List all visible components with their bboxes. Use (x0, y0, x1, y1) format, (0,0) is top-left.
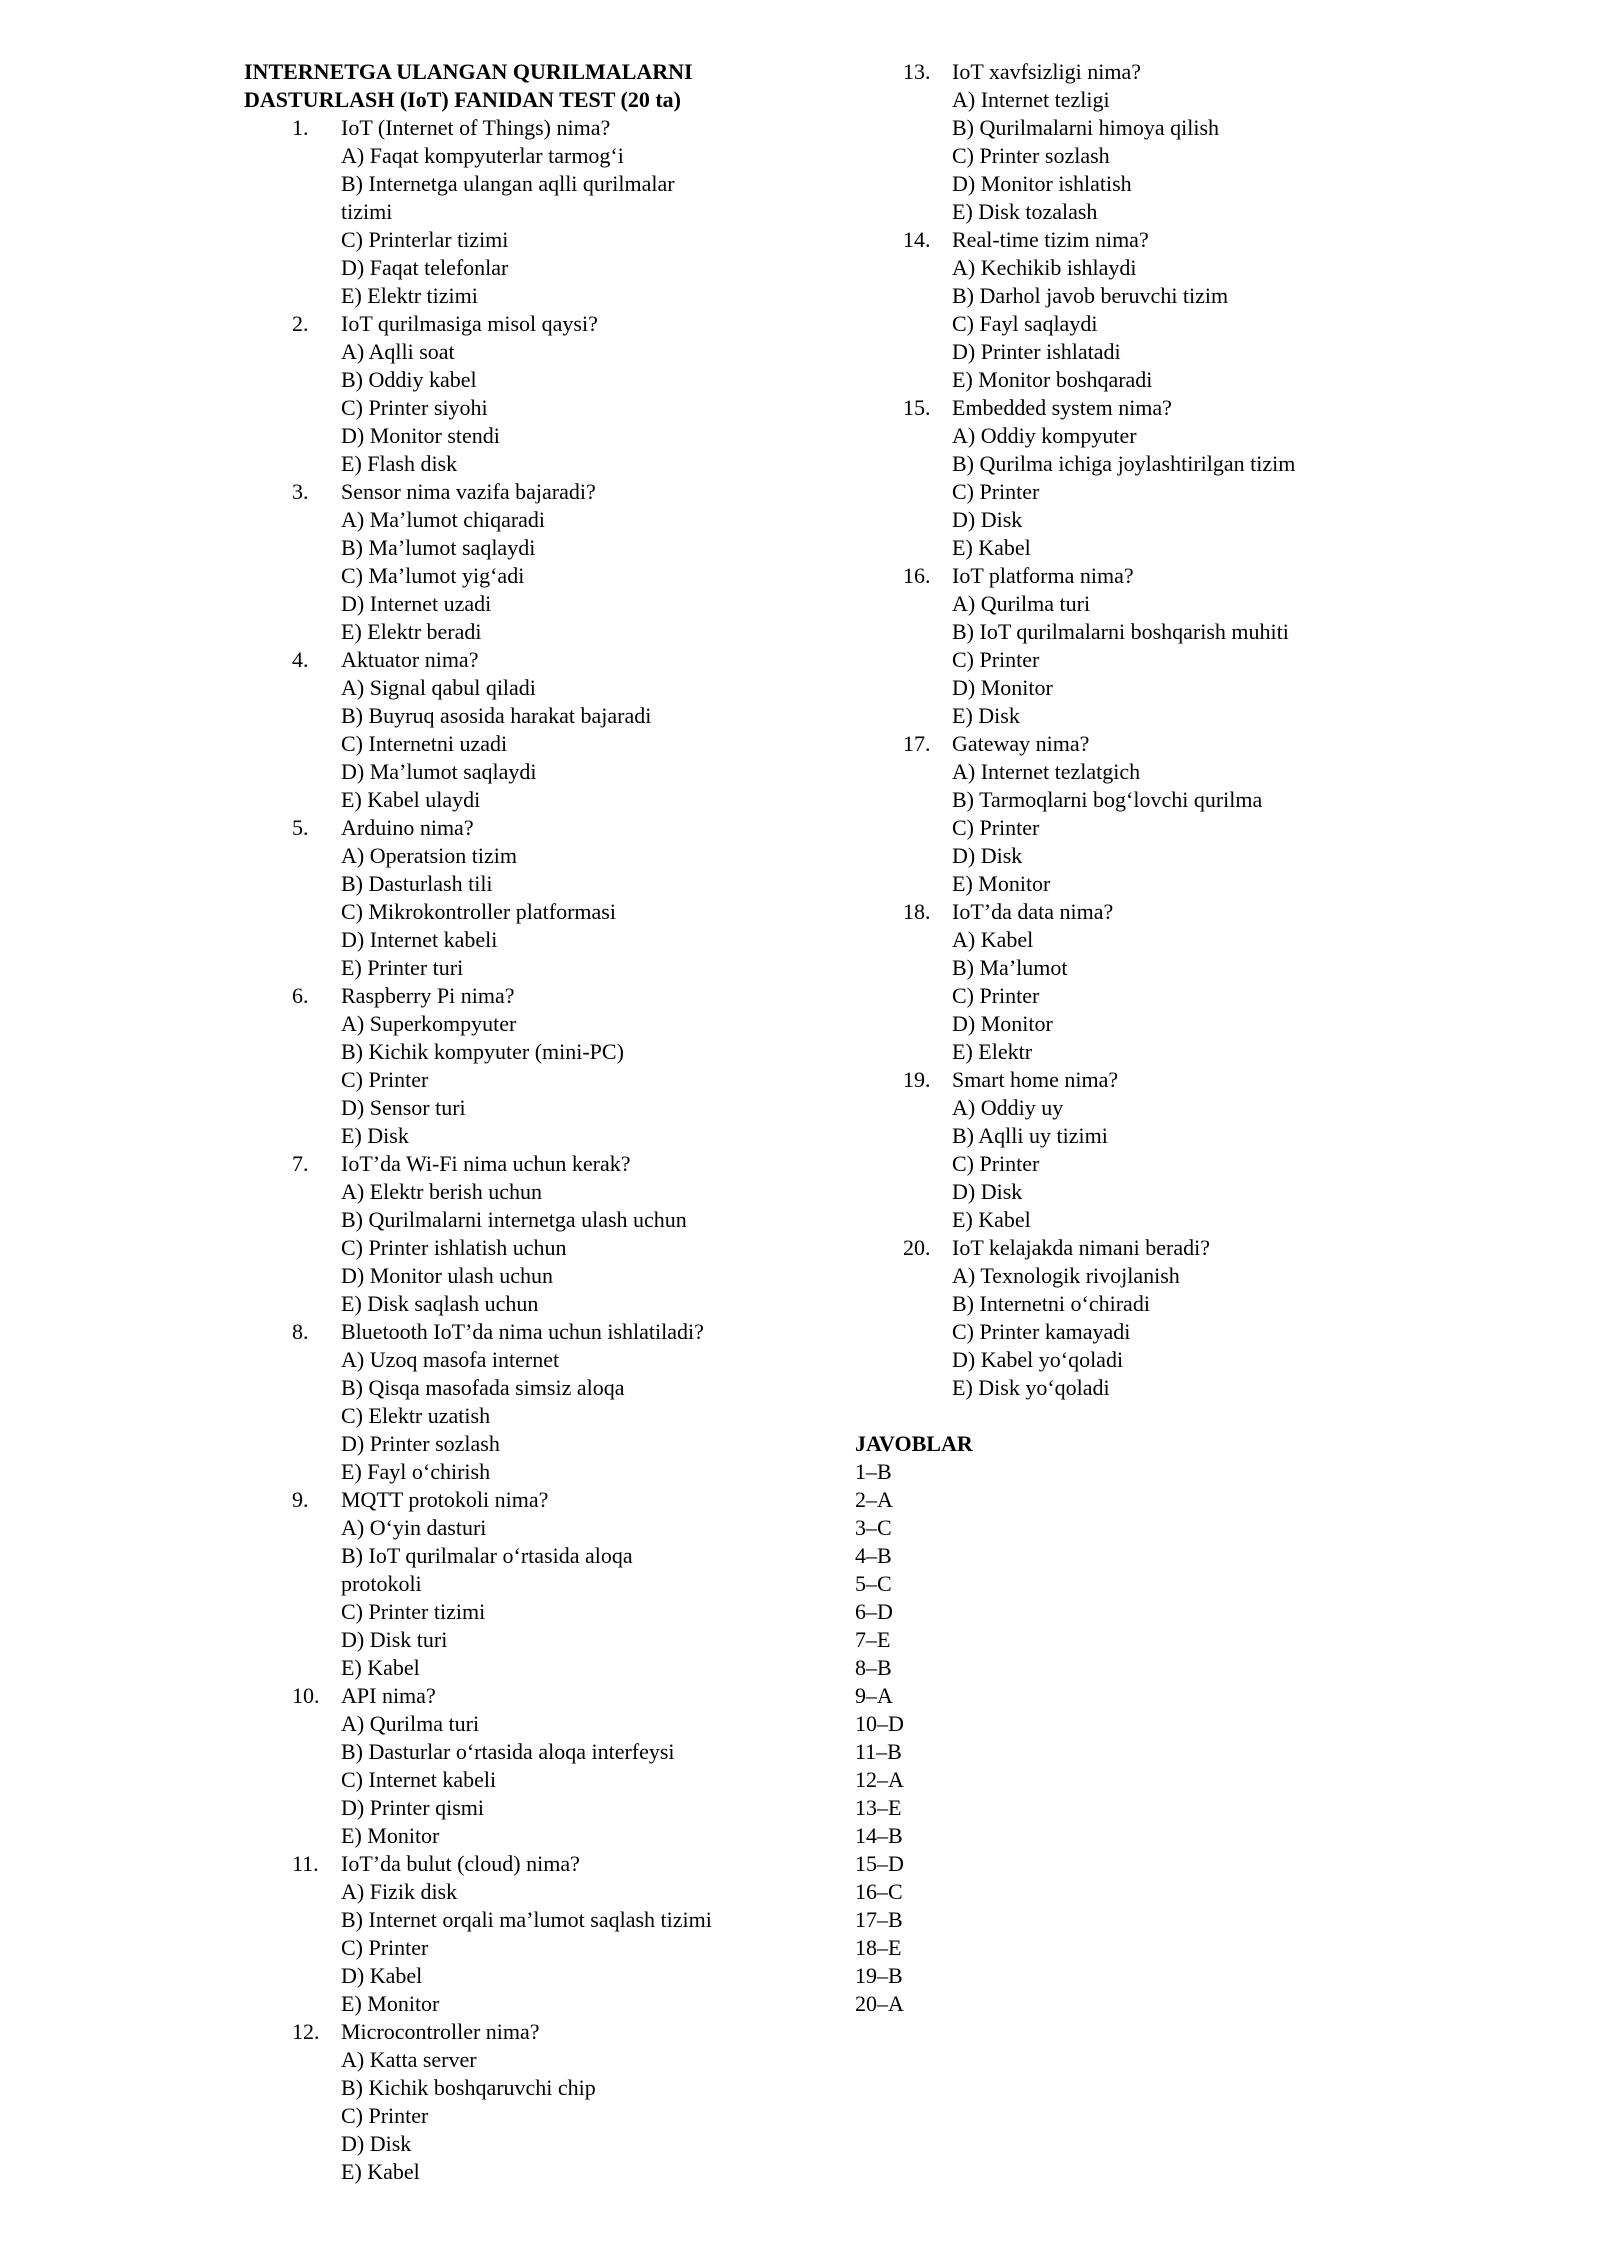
answer-option: B) Aqlli uy tizimi (952, 1123, 1108, 1148)
question-number: 17. (903, 731, 931, 756)
answer-option: E) Elektr beradi (341, 619, 482, 644)
answer-option: C) Printer (952, 983, 1040, 1008)
title-line-2: DASTURLASH (IoT) FANIDAN TEST (20 ta) (244, 87, 682, 112)
question-item (244, 1150, 764, 1318)
answer-option: D) Kabel yo‘qoladi (952, 1347, 1124, 1372)
question-text: IoT kelajakda nimani beradi? (952, 1235, 1210, 1260)
answer-option: B) Kichik boshqaruvchi chip (341, 2075, 596, 2100)
answer-option: B) Oddiy kabel (341, 367, 477, 392)
question-item (244, 1318, 764, 1486)
question-number: 19. (903, 1067, 931, 1092)
answer-option: D) Internet uzadi (341, 591, 492, 616)
answer-option: E) Printer turi (341, 955, 464, 980)
question-number: 4. (292, 647, 309, 672)
answer-option: A) Qurilma turi (341, 1711, 480, 1736)
question-number: 8. (292, 1319, 309, 1344)
answer-option: D) Disk (952, 507, 1023, 532)
question-number: 14. (903, 227, 931, 252)
answer-option: A) Fizik disk (341, 1879, 458, 1904)
answer-option: D) Disk turi (341, 1627, 448, 1652)
answer-option: C) Printer siyohi (341, 395, 488, 420)
answer-option: D) Monitor stendi (341, 423, 500, 448)
answer-option: C) Printer tizimi (341, 1599, 486, 1624)
answer-option: A) O‘yin dasturi (341, 1515, 487, 1540)
left-column (244, 58, 764, 2186)
answer-option: E) Fayl o‘chirish (341, 1459, 491, 1484)
answer-option: B) Darhol javob beruvchi tizim (952, 283, 1229, 308)
question-item (244, 114, 764, 310)
answer-option: D) Monitor ishlatish (952, 171, 1132, 196)
answer-option: A) Kabel (952, 927, 1034, 952)
question-item (244, 814, 764, 982)
question-text: Smart home nima? (952, 1067, 1119, 1092)
question-item (244, 1850, 764, 2018)
answer-option: B) Internetni o‘chiradi (952, 1291, 1150, 1316)
question-number: 1. (292, 115, 309, 140)
answer-option: D) Disk (952, 843, 1023, 868)
answer-key-item: 15–D (855, 1851, 904, 1876)
answer-option: D) Printer qismi (341, 1795, 484, 1820)
answer-option: A) Oddiy kompyuter (952, 423, 1137, 448)
answer-option: A) Operatsion tizim (341, 843, 517, 868)
answer-option: protokoli (341, 1571, 422, 1596)
answer-key-item: 20–A (855, 1991, 904, 2016)
question-number: 16. (903, 563, 931, 588)
answer-option: C) Elektr uzatish (341, 1403, 491, 1428)
question-text: MQTT protokoli nima? (341, 1487, 549, 1512)
answer-option: E) Kabel (952, 1207, 1031, 1232)
question-text: Gateway nima? (952, 731, 1090, 756)
answer-key-item: 17–B (855, 1907, 903, 1932)
question-text: Microcontroller nima? (341, 2019, 540, 2044)
question-number: 13. (903, 59, 931, 84)
answer-option: C) Printer ishlatish uchun (341, 1235, 567, 1260)
answer-option: A) Qurilma turi (952, 591, 1091, 616)
answer-option: E) Disk (952, 703, 1020, 728)
question-item (855, 1234, 1415, 1402)
answer-option: D) Printer sozlash (341, 1431, 500, 1456)
question-text: IoT’da data nima? (952, 899, 1114, 924)
answer-key-item: 12–A (855, 1767, 904, 1792)
answer-option: A) Faqat kompyuterlar tarmog‘i (341, 143, 624, 168)
answer-key-item: 1–B (855, 1459, 892, 1484)
answer-key-item: 4–B (855, 1543, 892, 1568)
answer-option: E) Monitor (952, 871, 1051, 896)
question-item (244, 2018, 764, 2186)
right-column (855, 58, 1415, 2018)
answer-option: C) Printer (952, 815, 1040, 840)
answer-option: C) Printer kamayadi (952, 1319, 1131, 1344)
answer-option: E) Elektr (952, 1039, 1033, 1064)
question-text: IoT xavfsizligi nima? (952, 59, 1141, 84)
question-number: 18. (903, 899, 931, 924)
answer-option: E) Monitor boshqaradi (952, 367, 1153, 392)
question-text: IoT’da Wi-Fi nima uchun kerak? (341, 1151, 631, 1176)
answer-key-item: 19–B (855, 1963, 903, 1988)
answer-option: E) Kabel (341, 2159, 420, 2184)
answer-key-item: 9–A (855, 1683, 893, 1708)
question-text: Embedded system nima? (952, 395, 1172, 420)
question-number: 5. (292, 815, 309, 840)
question-number: 15. (903, 395, 931, 420)
question-number: 2. (292, 311, 309, 336)
question-number: 12. (292, 2019, 320, 2044)
answer-key (855, 1430, 1415, 2018)
answer-key-item: 11–B (855, 1739, 902, 1764)
question-item (244, 982, 764, 1150)
answer-option: A) Kechikib ishlaydi (952, 255, 1137, 280)
answer-option: B) Qurilma ichiga joylashtirilgan tizim (952, 451, 1296, 476)
answer-option: D) Monitor ulash uchun (341, 1263, 554, 1288)
answer-option: A) Superkompyuter (341, 1011, 517, 1036)
answer-option: D) Sensor turi (341, 1095, 466, 1120)
question-item (855, 898, 1415, 1066)
answer-option: C) Printer (952, 479, 1040, 504)
answer-option: E) Kabel (952, 535, 1031, 560)
answer-option: B) Qurilmalarni himoya qilish (952, 115, 1220, 140)
answer-option: C) Ma’lumot yig‘adi (341, 563, 525, 588)
answer-option: D) Disk (952, 1179, 1023, 1204)
question-item (855, 1066, 1415, 1234)
answer-option: E) Elektr tizimi (341, 283, 478, 308)
answer-option: C) Printer (952, 1151, 1040, 1176)
answer-option: E) Disk yo‘qoladi (952, 1375, 1110, 1400)
answer-option: C) Printer (341, 1067, 429, 1092)
answer-option: A) Texnologik rivojlanish (952, 1263, 1180, 1288)
answer-option: C) Printer (341, 2103, 429, 2128)
question-text: Bluetooth IoT’da nima uchun ishlatiladi? (341, 1319, 704, 1344)
answer-option: B) Internet orqali ma’lumot saqlash tizimi (341, 1907, 712, 1932)
answer-option: D) Ma’lumot saqlaydi (341, 759, 537, 784)
answer-key-item: 18–E (855, 1935, 902, 1960)
question-item (244, 1682, 764, 1850)
answer-option: A) Katta server (341, 2047, 477, 2072)
answer-option: C) Internet kabeli (341, 1767, 497, 1792)
answer-option: B) Buyruq asosida harakat bajaradi (341, 703, 652, 728)
question-item (244, 310, 764, 478)
answer-key-item: 2–A (855, 1487, 893, 1512)
question-number: 6. (292, 983, 309, 1008)
question-item (855, 58, 1415, 226)
question-text: Aktuator nima? (341, 647, 479, 672)
answer-key-item: 16–C (855, 1879, 903, 1904)
answer-option: tizimi (341, 199, 393, 224)
question-text: Real-time tizim nima? (952, 227, 1149, 252)
answer-option: E) Disk tozalash (952, 199, 1098, 224)
answer-key-item: 7–E (855, 1627, 891, 1652)
answer-option: C) Printerlar tizimi (341, 227, 509, 252)
question-text: IoT (Internet of Things) nima? (341, 115, 611, 140)
question-number: 3. (292, 479, 309, 504)
question-number: 9. (292, 1487, 309, 1512)
answer-option: B) Tarmoqlarni bog‘lovchi qurilma (952, 787, 1263, 812)
question-item (855, 226, 1415, 394)
answer-option: D) Monitor (952, 1011, 1053, 1036)
answer-option: B) Dasturlash tili (341, 871, 493, 896)
answer-option: B) Internetga ulangan aqlli qurilmalar (341, 171, 675, 196)
question-item (855, 562, 1415, 730)
answer-option: A) Elektr berish uchun (341, 1179, 542, 1204)
answer-key-item: 14–B (855, 1823, 903, 1848)
question-text: API nima? (341, 1683, 436, 1708)
question-text: IoT’da bulut (cloud) nima? (341, 1851, 580, 1876)
answer-option: E) Kabel (341, 1655, 420, 1680)
answer-option: C) Printer (952, 647, 1040, 672)
answer-option: C) Printer (341, 1935, 429, 1960)
document-title (244, 58, 764, 114)
answer-key-item: 6–D (855, 1599, 893, 1624)
question-text: Arduino nima? (341, 815, 474, 840)
answer-option: C) Printer sozlash (952, 143, 1110, 168)
question-text: Raspberry Pi nima? (341, 983, 515, 1008)
question-item (855, 394, 1415, 562)
answer-option: D) Printer ishlatadi (952, 339, 1121, 364)
question-text: IoT qurilmasiga misol qaysi? (341, 311, 598, 336)
answer-option: B) Ma’lumot saqlaydi (341, 535, 536, 560)
answer-option: B) Dasturlar o‘rtasida aloqa interfeysi (341, 1739, 675, 1764)
answer-option: A) Aqlli soat (341, 339, 455, 364)
question-text: Sensor nima vazifa bajaradi? (341, 479, 596, 504)
answer-option: B) IoT qurilmalar o‘rtasida aloqa (341, 1543, 633, 1568)
answer-option: D) Monitor (952, 675, 1053, 700)
answer-option: D) Internet kabeli (341, 927, 498, 952)
answer-option: A) Ma’lumot chiqaradi (341, 507, 546, 532)
question-text: IoT platforma nima? (952, 563, 1134, 588)
question-number: 10. (292, 1683, 320, 1708)
answer-option: A) Uzoq masofa internet (341, 1347, 560, 1372)
answer-key-title: JAVOBLAR (855, 1431, 973, 1456)
answer-key-item: 3–C (855, 1515, 892, 1540)
answer-option: E) Disk (341, 1123, 409, 1148)
answer-option: E) Kabel ulaydi (341, 787, 481, 812)
answer-key-item: 5–C (855, 1571, 892, 1596)
question-number: 20. (903, 1235, 931, 1260)
answer-key-item: 13–E (855, 1795, 902, 1820)
answer-option: E) Flash disk (341, 451, 458, 476)
answer-option: B) Ma’lumot (952, 955, 1068, 980)
answer-option: C) Internetni uzadi (341, 731, 508, 756)
answer-option: E) Monitor (341, 1823, 440, 1848)
answer-option: D) Disk (341, 2131, 412, 2156)
question-item (855, 730, 1415, 898)
answer-option: B) Kichik kompyuter (mini-PC) (341, 1039, 624, 1064)
answer-key-item: 8–B (855, 1655, 892, 1680)
answer-list (855, 1458, 1415, 2018)
question-list-right (855, 58, 1415, 1402)
answer-option: A) Oddiy uy (952, 1095, 1064, 1120)
answer-option: E) Monitor (341, 1991, 440, 2016)
question-item (244, 478, 764, 646)
question-list-left (244, 114, 764, 2186)
question-number: 11. (292, 1851, 319, 1876)
answer-option: B) Qurilmalarni internetga ulash uchun (341, 1207, 687, 1232)
answer-option: B) Qisqa masofada simsiz aloqa (341, 1375, 625, 1400)
answer-option: C) Mikrokontroller platformasi (341, 899, 616, 924)
answer-option: A) Signal qabul qiladi (341, 675, 536, 700)
title-line-1: INTERNETGA ULANGAN QURILMALARNI (244, 59, 693, 84)
answer-option: A) Internet tezlatgich (952, 759, 1141, 784)
answer-option: D) Faqat telefonlar (341, 255, 509, 280)
answer-option: A) Internet tezligi (952, 87, 1110, 112)
question-item (244, 1486, 764, 1682)
question-item (244, 646, 764, 814)
answer-option: D) Kabel (341, 1963, 423, 1988)
answer-option: B) IoT qurilmalarni boshqarish muhiti (952, 619, 1289, 644)
question-number: 7. (292, 1151, 309, 1176)
answer-option: C) Fayl saqlaydi (952, 311, 1098, 336)
answer-option: E) Disk saqlash uchun (341, 1291, 539, 1316)
answer-key-item: 10–D (855, 1711, 904, 1736)
